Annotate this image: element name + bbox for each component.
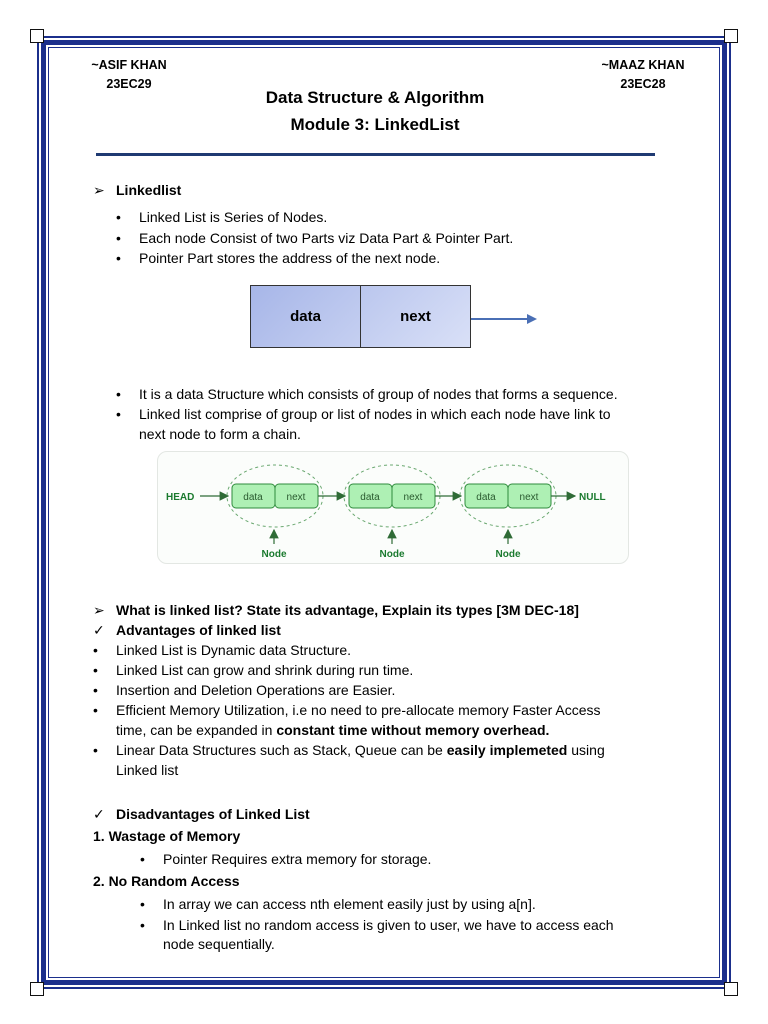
corner-ornament-bottom-right	[724, 982, 738, 996]
list-node	[344, 465, 440, 527]
list-item: It is a data Structure which consists of group of nodes that forms a sequence.	[139, 386, 618, 402]
disadvantages-heading: Disadvantages of Linked List	[116, 806, 310, 822]
bullet: •	[93, 742, 98, 758]
corner-ornament-top-right	[724, 29, 738, 43]
arrow-marker: ➢	[93, 182, 105, 198]
list-item-continuation	[116, 720, 549, 740]
list-item-continuation: next node to form a chain.	[139, 426, 301, 442]
page-subtitle: Module 3: LinkedList	[290, 115, 460, 134]
null-label: NULL	[579, 492, 606, 503]
bullet: •	[93, 662, 98, 678]
author-right-name: ~MAAZ KHAN	[601, 58, 685, 72]
page-title-block	[200, 84, 550, 138]
bold-span: constant time without memory overhead.	[276, 722, 550, 738]
node-caption: Node	[379, 549, 405, 560]
arrow-marker: ➢	[93, 602, 105, 618]
text-span: Linear Data Structures such as Stack, Queue can be	[116, 742, 447, 758]
bullet: •	[116, 209, 121, 225]
author-left-name: ~ASIF KHAN	[91, 58, 167, 72]
list-item: Pointer Part stores the address of the next node.	[139, 250, 441, 266]
list-item: Linked List is Series of Nodes.	[139, 209, 328, 225]
bullet: •	[93, 642, 98, 658]
text-span: time, can be expanded in	[116, 722, 277, 738]
author-left-roll: 23EC29	[106, 77, 152, 91]
subheading-random-access: 2. No Random Access	[93, 873, 240, 889]
list-node	[460, 465, 556, 527]
bullet: •	[140, 917, 145, 933]
node-next-part: next	[360, 286, 470, 347]
node-data-text: data	[243, 492, 263, 503]
list-item-continuation: node sequentially.	[163, 936, 275, 952]
list-item: Each node Consist of two Parts viz Data Part & Pointer Part.	[139, 230, 514, 246]
corner-ornament-bottom-left	[30, 982, 44, 996]
node-next-text: next	[286, 492, 306, 503]
node-caption: Node	[495, 549, 521, 560]
bullet: •	[116, 406, 121, 422]
list-item-continuation: Linked list	[116, 762, 179, 778]
subheading-wastage: 1. Wastage of Memory	[93, 828, 241, 844]
check-icon: ✓	[93, 806, 105, 822]
check-icon: ✓	[93, 622, 105, 638]
bullet: •	[116, 250, 121, 266]
bullet: •	[116, 386, 121, 402]
author-right-roll: 23EC28	[620, 77, 666, 91]
author-right	[596, 56, 690, 94]
node-caption: Node	[261, 549, 287, 560]
list-node	[227, 465, 323, 527]
node-data-part: data	[290, 308, 321, 325]
bullet: •	[93, 682, 98, 698]
list-item: Linked List is Dynamic data Structure.	[116, 642, 351, 658]
bold-span: easily implemeted	[446, 742, 568, 758]
list-item: Linked list comprise of group or list of nodes in which each node have link to	[139, 406, 611, 422]
title-divider	[96, 153, 655, 156]
node-next-text: next	[403, 492, 423, 503]
bullet: •	[116, 230, 121, 246]
list-item: In array we can access nth element easily just by using a[n].	[163, 896, 536, 912]
bullet: •	[93, 702, 98, 718]
author-left	[84, 56, 174, 94]
page-title: Data Structure & Algorithm	[265, 88, 485, 107]
node-data-text: data	[476, 492, 496, 503]
bullet: •	[140, 896, 145, 912]
list-item: Linked List can grow and shrink during run time.	[116, 662, 414, 678]
node-structure-diagram	[250, 285, 471, 348]
node-data-text: data	[360, 492, 380, 503]
node-next-text: next	[519, 492, 539, 503]
list-item	[116, 740, 605, 760]
list-item: Pointer Requires extra memory for storage.	[163, 851, 432, 867]
text-span: using	[567, 742, 605, 758]
section-heading-linkedlist: Linkedlist	[116, 182, 182, 198]
pointer-arrow-icon	[471, 310, 541, 328]
question-heading: What is linked list? State its advantage, Explain its types [3M DEC-18]	[116, 602, 579, 618]
linked-list-diagram	[157, 451, 629, 564]
advantages-heading: Advantages of linked list	[116, 622, 281, 638]
list-item: Insertion and Deletion Operations are Easier.	[116, 682, 396, 698]
list-item: In Linked list no random access is given to user, we have to access each	[163, 917, 614, 933]
bullet: •	[140, 851, 145, 867]
corner-ornament-top-left	[30, 29, 44, 43]
head-label: HEAD	[166, 492, 195, 503]
linked-list-svg	[158, 452, 628, 563]
list-item: Efficient Memory Utilization, i.e no need to pre-allocate memory Faster Access	[116, 702, 601, 718]
